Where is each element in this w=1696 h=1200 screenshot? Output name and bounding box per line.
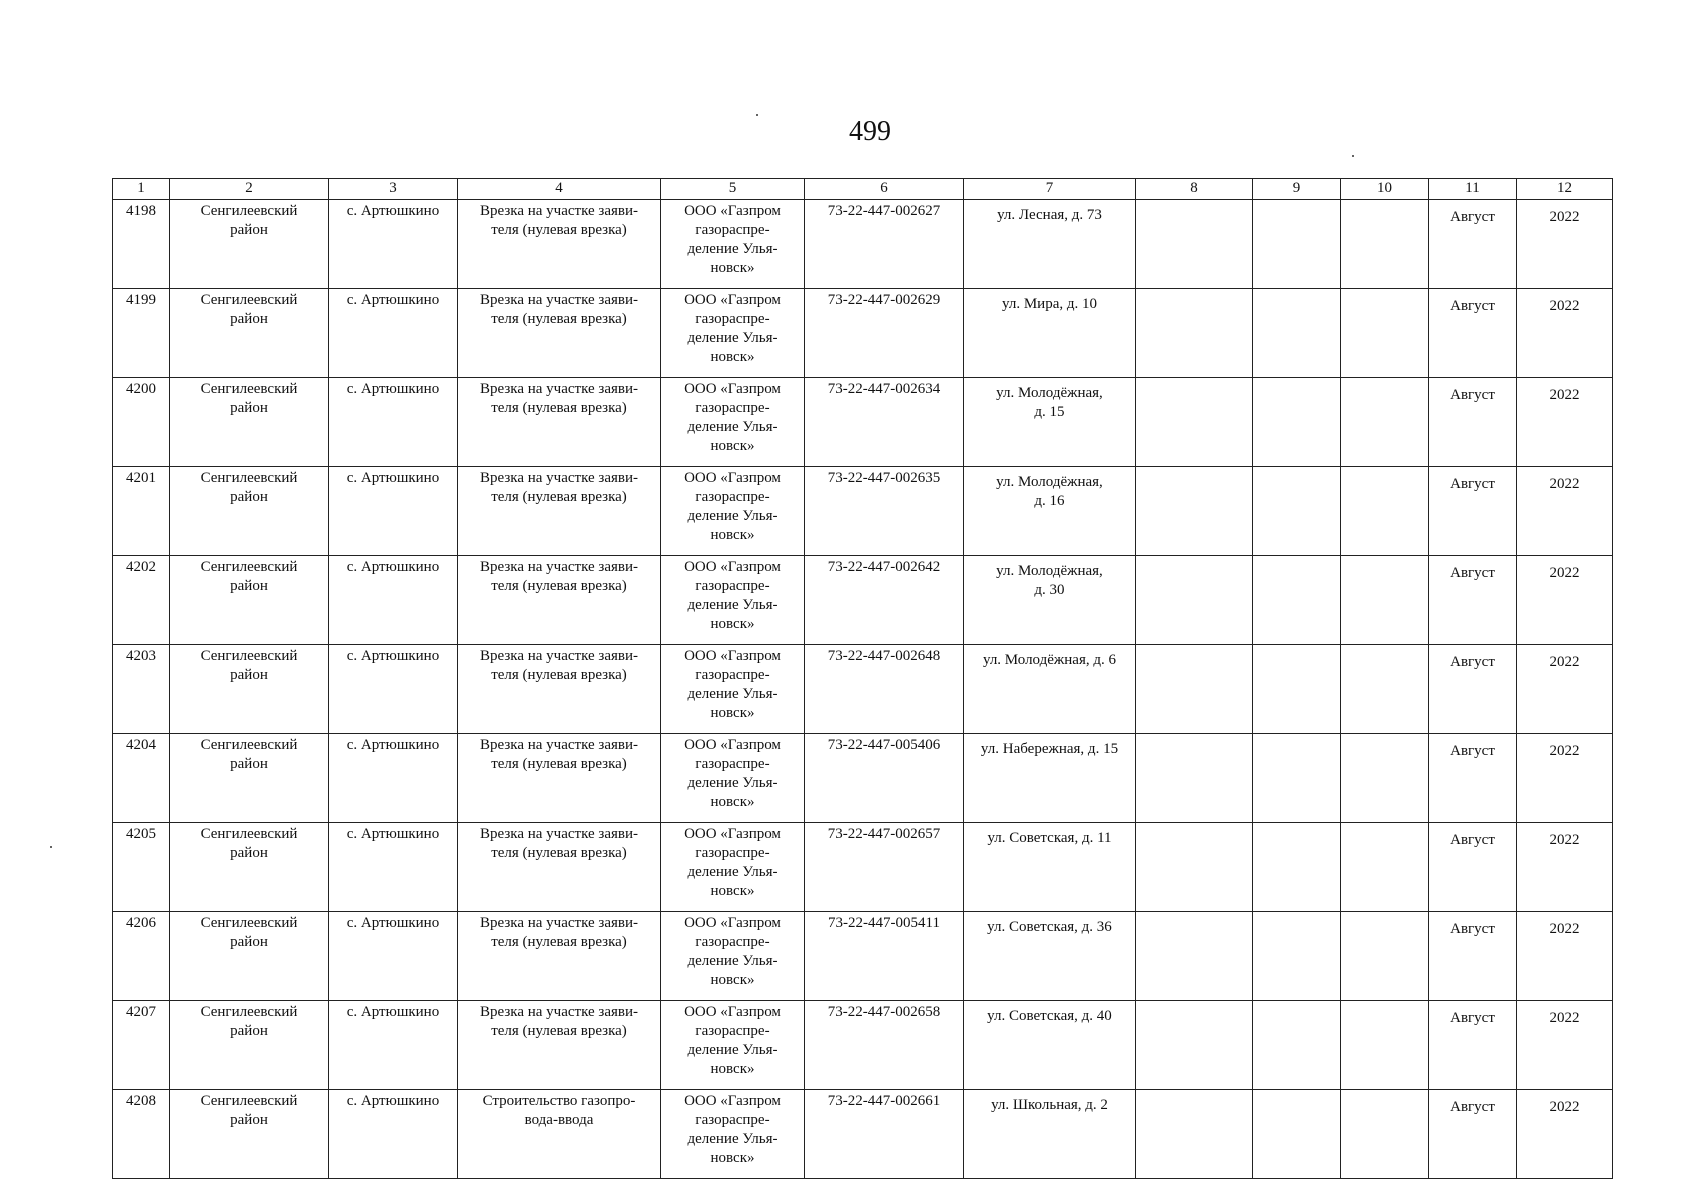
cell-address: ул. Советская, д. 11 (964, 823, 1136, 912)
cell-year: 2022 (1517, 1001, 1613, 1090)
cell-village: с. Артюшкино (329, 467, 458, 556)
cell-organization: ООО «Газпром газораспре- деление Улья- новск» (661, 289, 805, 378)
cell-organization: ООО «Газпром газораспре- деление Улья- новск» (661, 823, 805, 912)
cell-village: с. Артюшкино (329, 289, 458, 378)
cell-organization: ООО «Газпром газораспре- деление Улья- новск» (661, 378, 805, 467)
cell-year: 2022 (1517, 1090, 1613, 1179)
cell-village: с. Артюшкино (329, 200, 458, 289)
cell-address: ул. Молодёжная, д. 15 (964, 378, 1136, 467)
column-header-9: 9 (1253, 179, 1341, 200)
cell-object-code: 73-22-447-002648 (805, 645, 964, 734)
cell-district: Сенгилеевский район (170, 734, 329, 823)
cell-work-type: Врезка на участке заяви- теля (нулевая врезка) (458, 823, 661, 912)
cell-record-number: 4206 (113, 912, 170, 1001)
cell-col-8 (1136, 378, 1253, 467)
column-header-3: 3 (329, 179, 458, 200)
cell-col-10 (1341, 1090, 1429, 1179)
cell-col-9 (1253, 378, 1341, 467)
table-row (113, 467, 1613, 556)
cell-work-type: Врезка на участке заяви- теля (нулевая врезка) (458, 734, 661, 823)
cell-address: ул. Молодёжная, д. 16 (964, 467, 1136, 556)
column-header-5: 5 (661, 179, 805, 200)
cell-col-9 (1253, 200, 1341, 289)
cell-month: Август (1429, 467, 1517, 556)
cell-organization: ООО «Газпром газораспре- деление Улья- новск» (661, 556, 805, 645)
cell-record-number: 4205 (113, 823, 170, 912)
cell-object-code: 73-22-447-002627 (805, 200, 964, 289)
cell-col-8 (1136, 734, 1253, 823)
table-row (113, 1090, 1613, 1179)
cell-record-number: 4207 (113, 1001, 170, 1090)
table-row (113, 556, 1613, 645)
cell-col-9 (1253, 1001, 1341, 1090)
cell-object-code: 73-22-447-002635 (805, 467, 964, 556)
cell-village: с. Артюшкино (329, 1090, 458, 1179)
cell-col-10 (1341, 556, 1429, 645)
table-header (113, 179, 1613, 200)
cell-col-8 (1136, 200, 1253, 289)
column-header-12: 12 (1517, 179, 1613, 200)
table-row (113, 289, 1613, 378)
cell-col-10 (1341, 645, 1429, 734)
column-header-4: 4 (458, 179, 661, 200)
cell-month: Август (1429, 645, 1517, 734)
registry-table (112, 178, 1613, 1179)
cell-district: Сенгилеевский район (170, 289, 329, 378)
cell-organization: ООО «Газпром газораспре- деление Улья- новск» (661, 645, 805, 734)
cell-address: ул. Молодёжная, д. 6 (964, 645, 1136, 734)
cell-col-8 (1136, 823, 1253, 912)
cell-village: с. Артюшкино (329, 823, 458, 912)
cell-year: 2022 (1517, 823, 1613, 912)
column-header-11: 11 (1429, 179, 1517, 200)
cell-district: Сенгилеевский район (170, 645, 329, 734)
cell-organization: ООО «Газпром газораспре- деление Улья- новск» (661, 1090, 805, 1179)
cell-month: Август (1429, 289, 1517, 378)
cell-year: 2022 (1517, 289, 1613, 378)
cell-year: 2022 (1517, 645, 1613, 734)
table-row (113, 200, 1613, 289)
cell-month: Август (1429, 378, 1517, 467)
cell-village: с. Артюшкино (329, 645, 458, 734)
cell-object-code: 73-22-447-002661 (805, 1090, 964, 1179)
cell-work-type: Врезка на участке заяви- теля (нулевая врезка) (458, 556, 661, 645)
table-row (113, 645, 1613, 734)
cell-district: Сенгилеевский район (170, 378, 329, 467)
page-number: 499 (849, 116, 891, 147)
cell-col-10 (1341, 378, 1429, 467)
cell-month: Август (1429, 734, 1517, 823)
cell-work-type: Врезка на участке заяви- теля (нулевая врезка) (458, 1001, 661, 1090)
cell-col-10 (1341, 734, 1429, 823)
cell-organization: ООО «Газпром газораспре- деление Улья- новск» (661, 1001, 805, 1090)
cell-col-9 (1253, 1090, 1341, 1179)
column-header-1: 1 (113, 179, 170, 200)
cell-col-9 (1253, 645, 1341, 734)
cell-col-9 (1253, 289, 1341, 378)
cell-month: Август (1429, 200, 1517, 289)
cell-village: с. Артюшкино (329, 556, 458, 645)
cell-village: с. Артюшкино (329, 734, 458, 823)
cell-col-8 (1136, 289, 1253, 378)
cell-work-type: Врезка на участке заяви- теля (нулевая врезка) (458, 645, 661, 734)
cell-work-type: Врезка на участке заяви- теля (нулевая врезка) (458, 912, 661, 1001)
cell-month: Август (1429, 1090, 1517, 1179)
cell-address: ул. Набережная, д. 15 (964, 734, 1136, 823)
cell-object-code: 73-22-447-002658 (805, 1001, 964, 1090)
cell-col-10 (1341, 1001, 1429, 1090)
cell-address: ул. Лесная, д. 73 (964, 200, 1136, 289)
cell-district: Сенгилеевский район (170, 912, 329, 1001)
cell-object-code: 73-22-447-002634 (805, 378, 964, 467)
header-row (113, 179, 1613, 200)
cell-record-number: 4200 (113, 378, 170, 467)
cell-work-type: Врезка на участке заяви- теля (нулевая врезка) (458, 467, 661, 556)
cell-organization: ООО «Газпром газораспре- деление Улья- новск» (661, 734, 805, 823)
cell-col-9 (1253, 467, 1341, 556)
cell-col-10 (1341, 912, 1429, 1001)
cell-col-9 (1253, 823, 1341, 912)
table-row (113, 1001, 1613, 1090)
cell-address: ул. Советская, д. 40 (964, 1001, 1136, 1090)
cell-object-code: 73-22-447-005411 (805, 912, 964, 1001)
cell-col-8 (1136, 912, 1253, 1001)
cell-col-8 (1136, 556, 1253, 645)
cell-village: с. Артюшкино (329, 912, 458, 1001)
cell-record-number: 4202 (113, 556, 170, 645)
cell-object-code: 73-22-447-002629 (805, 289, 964, 378)
cell-col-9 (1253, 734, 1341, 823)
cell-organization: ООО «Газпром газораспре- деление Улья- новск» (661, 912, 805, 1001)
cell-record-number: 4198 (113, 200, 170, 289)
cell-month: Август (1429, 556, 1517, 645)
cell-col-8 (1136, 467, 1253, 556)
table-row (113, 912, 1613, 1001)
cell-district: Сенгилеевский район (170, 200, 329, 289)
table-body (113, 200, 1613, 1179)
cell-col-10 (1341, 200, 1429, 289)
cell-col-8 (1136, 1001, 1253, 1090)
cell-year: 2022 (1517, 378, 1613, 467)
cell-address: ул. Мира, д. 10 (964, 289, 1136, 378)
cell-col-10 (1341, 823, 1429, 912)
cell-address: ул. Школьная, д. 2 (964, 1090, 1136, 1179)
cell-district: Сенгилеевский район (170, 1090, 329, 1179)
cell-record-number: 4199 (113, 289, 170, 378)
cell-address: ул. Советская, д. 36 (964, 912, 1136, 1001)
column-header-7: 7 (964, 179, 1136, 200)
cell-district: Сенгилеевский район (170, 823, 329, 912)
cell-village: с. Артюшкино (329, 378, 458, 467)
cell-year: 2022 (1517, 200, 1613, 289)
cell-work-type: Врезка на участке заяви- теля (нулевая врезка) (458, 200, 661, 289)
cell-organization: ООО «Газпром газораспре- деление Улья- новск» (661, 200, 805, 289)
cell-col-9 (1253, 912, 1341, 1001)
column-header-8: 8 (1136, 179, 1253, 200)
cell-month: Август (1429, 823, 1517, 912)
cell-village: с. Артюшкино (329, 1001, 458, 1090)
column-header-2: 2 (170, 179, 329, 200)
scan-speck (50, 846, 52, 848)
cell-work-type: Врезка на участке заяви- теля (нулевая врезка) (458, 289, 661, 378)
cell-work-type: Врезка на участке заяви- теля (нулевая врезка) (458, 378, 661, 467)
cell-year: 2022 (1517, 912, 1613, 1001)
cell-year: 2022 (1517, 556, 1613, 645)
cell-month: Август (1429, 912, 1517, 1001)
cell-district: Сенгилеевский район (170, 556, 329, 645)
cell-col-8 (1136, 645, 1253, 734)
cell-organization: ООО «Газпром газораспре- деление Улья- новск» (661, 467, 805, 556)
cell-col-9 (1253, 556, 1341, 645)
cell-record-number: 4203 (113, 645, 170, 734)
column-header-10: 10 (1341, 179, 1429, 200)
cell-district: Сенгилеевский район (170, 467, 329, 556)
cell-work-type: Строительство газопро- вода-ввода (458, 1090, 661, 1179)
cell-object-code: 73-22-447-002642 (805, 556, 964, 645)
cell-year: 2022 (1517, 734, 1613, 823)
scan-speck (1352, 155, 1354, 157)
cell-month: Август (1429, 1001, 1517, 1090)
cell-record-number: 4201 (113, 467, 170, 556)
cell-col-10 (1341, 289, 1429, 378)
cell-address: ул. Молодёжная, д. 30 (964, 556, 1136, 645)
column-header-6: 6 (805, 179, 964, 200)
cell-record-number: 4204 (113, 734, 170, 823)
table-row (113, 734, 1613, 823)
cell-object-code: 73-22-447-005406 (805, 734, 964, 823)
cell-record-number: 4208 (113, 1090, 170, 1179)
cell-object-code: 73-22-447-002657 (805, 823, 964, 912)
table-row (113, 378, 1613, 467)
table-row (113, 823, 1613, 912)
cell-col-8 (1136, 1090, 1253, 1179)
cell-year: 2022 (1517, 467, 1613, 556)
scan-speck (756, 114, 758, 116)
cell-district: Сенгилеевский район (170, 1001, 329, 1090)
cell-col-10 (1341, 467, 1429, 556)
